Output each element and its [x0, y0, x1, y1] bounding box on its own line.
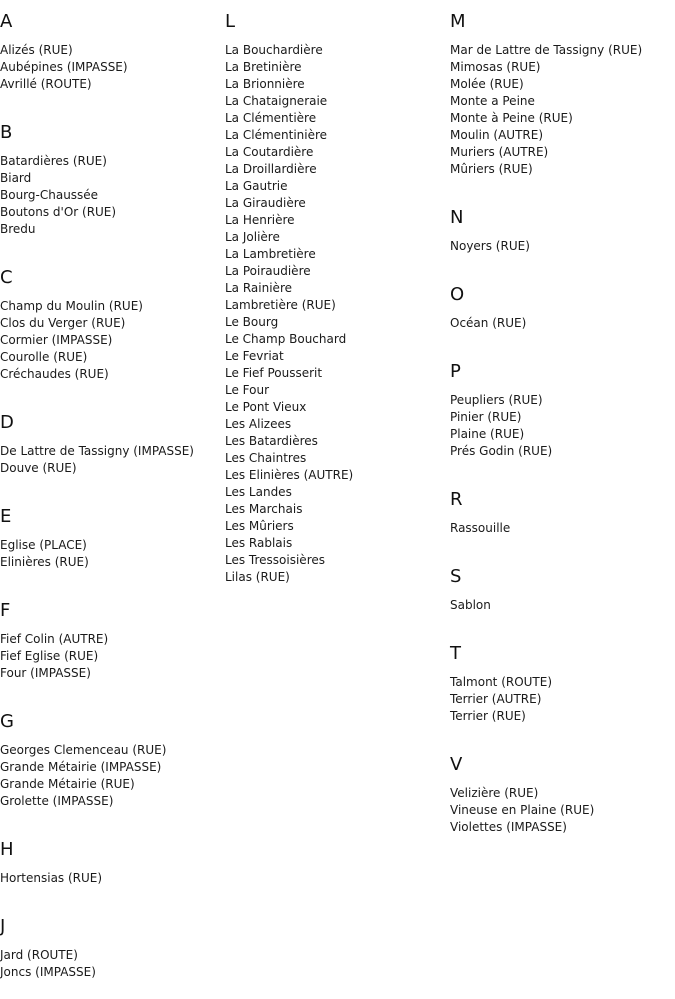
letter-heading: P: [450, 361, 461, 382]
group-spacer: [450, 332, 675, 350]
street-item: La Rainière: [225, 281, 292, 295]
street-index-column-3: [450, 0, 675, 854]
street-item: Alizés (RUE): [0, 43, 73, 57]
street-item: La Gautrie: [225, 179, 288, 193]
street-item: Rassouille: [450, 521, 511, 535]
letter-heading: D: [0, 412, 14, 433]
street-list: [450, 42, 675, 178]
letter-heading: F: [0, 600, 11, 621]
street-item: Avrillé (ROUTE): [0, 77, 92, 91]
group-spacer: [0, 238, 225, 256]
group-spacer: [0, 383, 225, 401]
street-item: Clos du Verger (RUE): [0, 316, 126, 330]
street-item: Georges Clemenceau (RUE): [0, 743, 167, 757]
street-item: Grolette (IMPASSE): [0, 794, 114, 808]
street-item: Muriers (AUTRE): [450, 145, 549, 159]
street-item: Fief Eglise (RUE): [0, 649, 99, 663]
street-list: [450, 315, 675, 332]
street-item: Vineuse en Plaine (RUE): [450, 803, 595, 817]
letter-group: [450, 643, 675, 743]
street-item: Batardières (RUE): [0, 154, 107, 168]
street-item: Terrier (RUE): [450, 709, 526, 723]
group-spacer: [0, 887, 225, 905]
letter-heading: N: [450, 207, 464, 228]
street-item: La Coutardière: [225, 145, 314, 159]
street-list: [0, 298, 225, 383]
group-spacer: [450, 836, 675, 854]
letter-heading: O: [450, 284, 465, 305]
street-item: Monte à Peine (RUE): [450, 111, 573, 125]
street-item: Lambretière (RUE): [225, 298, 336, 312]
street-item: Courolle (RUE): [0, 350, 88, 364]
street-item: Monte a Peine: [450, 94, 535, 108]
street-list: [225, 42, 450, 586]
street-item: Boutons d'Or (RUE): [0, 205, 117, 219]
street-list: [0, 947, 225, 981]
street-item: La Bouchardière: [225, 43, 323, 57]
group-spacer: [450, 460, 675, 478]
street-item: Velizière (RUE): [450, 786, 539, 800]
street-list: [0, 153, 225, 238]
letter-group: [0, 412, 225, 495]
street-list: [0, 537, 225, 571]
street-item: Les Marchais: [225, 502, 303, 516]
group-spacer: [0, 981, 225, 999]
street-item: Les Chaintres: [225, 451, 307, 465]
letter-group: [0, 600, 225, 700]
group-spacer: [450, 537, 675, 555]
letter-heading: V: [450, 754, 463, 775]
street-item: La Brionnière: [225, 77, 305, 91]
street-item: Le Champ Bouchard: [225, 332, 347, 346]
street-item: Les Tressoisières: [225, 553, 325, 567]
street-item: Hortensias (RUE): [0, 871, 103, 885]
street-item: Le Four: [225, 383, 270, 397]
letter-group: [450, 489, 675, 555]
street-list: [0, 42, 225, 93]
street-list: [450, 238, 675, 255]
street-item: Grande Métairie (IMPASSE): [0, 760, 162, 774]
street-item: La Poiraudière: [225, 264, 311, 278]
street-item: La Giraudière: [225, 196, 306, 210]
street-item: La Clémentinière: [225, 128, 328, 142]
street-item: Grande Métairie (RUE): [0, 777, 135, 791]
street-item: Jard (ROUTE): [0, 948, 78, 962]
letter-group: [0, 11, 225, 111]
street-item: Les Batardières: [225, 434, 318, 448]
street-item: Créchaudes (RUE): [0, 367, 109, 381]
group-spacer: [450, 255, 675, 273]
letter-group: [0, 839, 225, 905]
street-item: Talmont (ROUTE): [450, 675, 553, 689]
street-list: [0, 870, 225, 887]
street-list: [0, 631, 225, 682]
letter-heading: G: [0, 711, 14, 732]
street-item: Moulin (AUTRE): [450, 128, 543, 142]
street-item: Mar de Lattre de Tassigny (RUE): [450, 43, 643, 57]
letter-heading: A: [0, 11, 13, 32]
street-item: Four (IMPASSE): [0, 666, 91, 680]
street-item: Champ du Moulin (RUE): [0, 299, 143, 313]
letter-heading: M: [450, 11, 466, 32]
street-item: Les Rablais: [225, 536, 293, 550]
street-item: Océan (RUE): [450, 316, 527, 330]
street-item: La Droillardière: [225, 162, 317, 176]
letter-group: [225, 11, 450, 604]
group-spacer: [0, 477, 225, 495]
group-spacer: [0, 682, 225, 700]
letter-heading: L: [225, 11, 236, 32]
letter-group: [0, 122, 225, 256]
street-item: Biard: [0, 171, 32, 185]
street-item: Mûriers (RUE): [450, 162, 533, 176]
street-item: Les Elinières (AUTRE): [225, 468, 354, 482]
street-item: Les Alizees: [225, 417, 292, 431]
group-spacer: [0, 93, 225, 111]
street-item: La Jolière: [225, 230, 280, 244]
street-item: Elinières (RUE): [0, 555, 89, 569]
letter-group: [0, 267, 225, 401]
letter-group: [450, 284, 675, 350]
street-item: Le Fevriat: [225, 349, 284, 363]
street-item: La Lambretière: [225, 247, 316, 261]
letter-heading: B: [0, 122, 13, 143]
letter-group: [450, 207, 675, 273]
letter-group: [450, 361, 675, 478]
letter-group: [0, 711, 225, 828]
street-item: Peupliers (RUE): [450, 393, 543, 407]
street-item: Bredu: [0, 222, 36, 236]
street-list: [450, 520, 675, 537]
street-item: Eglise (PLACE): [0, 538, 87, 552]
street-list: [450, 785, 675, 836]
letter-group: [450, 566, 675, 632]
street-item: Lilas (RUE): [225, 570, 290, 584]
street-item: Les Landes: [225, 485, 292, 499]
street-item: Molée (RUE): [450, 77, 524, 91]
street-index-column-2: [225, 0, 450, 604]
street-item: Plaine (RUE): [450, 427, 525, 441]
street-list: [450, 674, 675, 725]
street-item: Joncs (IMPASSE): [0, 965, 96, 979]
street-item: La Clémentière: [225, 111, 317, 125]
street-item: La Henrière: [225, 213, 295, 227]
group-spacer: [225, 586, 450, 604]
street-item: Noyers (RUE): [450, 239, 530, 253]
street-item: De Lattre de Tassigny (IMPASSE): [0, 444, 194, 458]
letter-heading: J: [0, 916, 6, 937]
street-list: [450, 597, 675, 614]
street-item: Fief Colin (AUTRE): [0, 632, 109, 646]
letter-heading: R: [450, 489, 463, 510]
letter-heading: C: [0, 267, 13, 288]
letter-group: [450, 754, 675, 854]
street-item: Cormier (IMPASSE): [0, 333, 113, 347]
street-list: [0, 742, 225, 810]
letter-heading: H: [0, 839, 14, 860]
group-spacer: [0, 810, 225, 828]
group-spacer: [450, 725, 675, 743]
group-spacer: [450, 178, 675, 196]
group-spacer: [0, 571, 225, 589]
letter-group: [0, 506, 225, 589]
street-index-column-1: [0, 0, 225, 999]
street-list: [450, 392, 675, 460]
street-item: La Bretinière: [225, 60, 302, 74]
street-list: [0, 443, 225, 477]
group-spacer: [450, 614, 675, 632]
street-item: Terrier (AUTRE): [450, 692, 542, 706]
street-item: Aubépines (IMPASSE): [0, 60, 128, 74]
street-item: Pinier (RUE): [450, 410, 522, 424]
street-item: Prés Godin (RUE): [450, 444, 553, 458]
street-item: Violettes (IMPASSE): [450, 820, 567, 834]
street-item: Le Pont Vieux: [225, 400, 307, 414]
street-item: La Chataigneraie: [225, 94, 328, 108]
letter-group: [450, 11, 675, 196]
street-item: Les Mûriers: [225, 519, 294, 533]
street-item: Bourg-Chaussée: [0, 188, 99, 202]
street-item: Le Fief Pousserit: [225, 366, 323, 380]
street-item: Le Bourg: [225, 315, 279, 329]
street-item: Sablon: [450, 598, 491, 612]
street-item: Douve (RUE): [0, 461, 77, 475]
street-item: Mimosas (RUE): [450, 60, 541, 74]
letter-heading: S: [450, 566, 462, 587]
letter-heading: E: [0, 506, 12, 527]
letter-group: [0, 916, 225, 999]
letter-heading: T: [450, 643, 461, 664]
